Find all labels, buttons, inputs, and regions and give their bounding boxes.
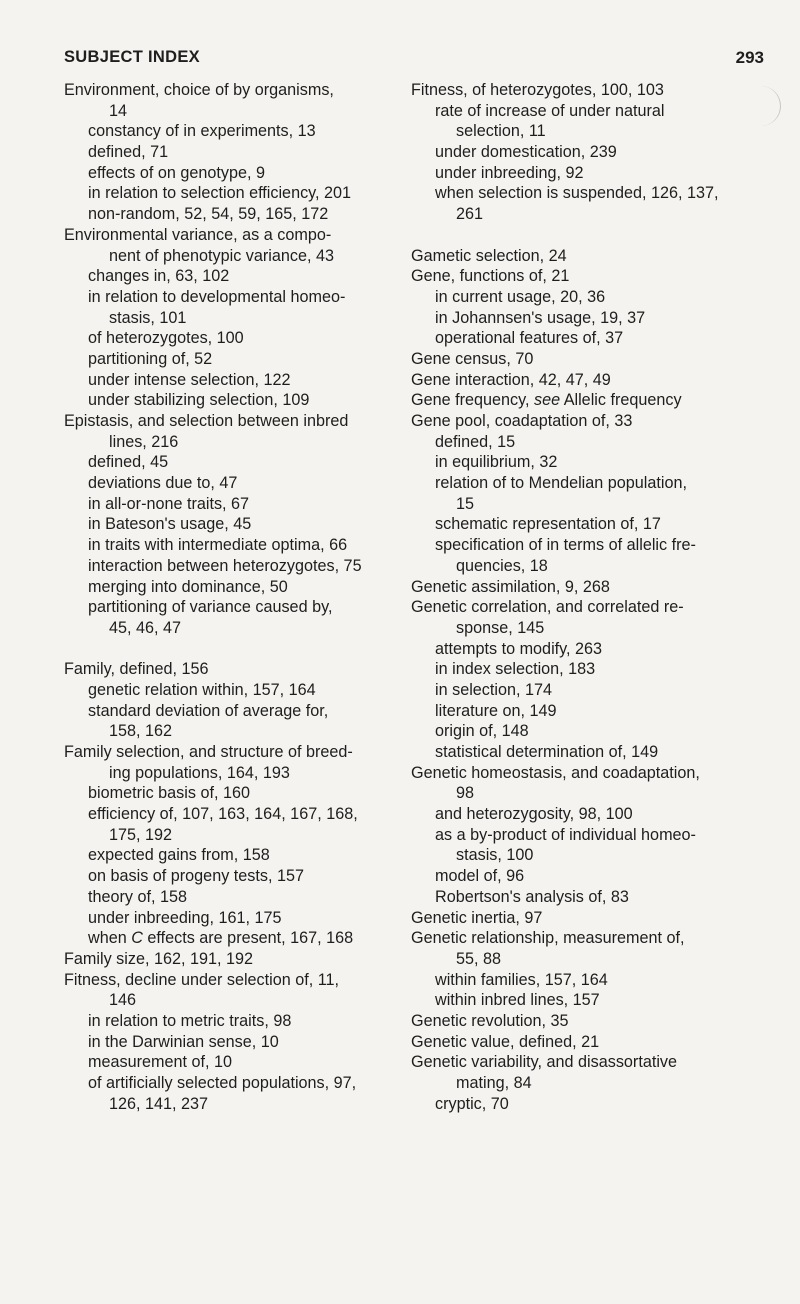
index-subentry: standard deviation of average for, [88,701,329,720]
index-continuation: stasis, 101 [109,308,187,327]
index-continuation: 158, 162 [109,722,173,741]
page-number: 293 [735,48,764,67]
index-subentry: in all-or-none traits, 67 [88,494,250,513]
index-subentry: merging into dominance, 50 [88,577,288,596]
index-column-left [64,80,394,1114]
index-continuation: 45, 46, 47 [109,618,182,637]
index-subentry: partitioning of variance caused by, [88,598,333,617]
index-continuation: 55, 88 [456,949,502,968]
index-subentry: in index selection, 183 [435,660,596,679]
index-entry: Fitness, of heterozygotes, 100, 103 [411,81,664,99]
index-entry: Genetic homeostasis, and coadaptation, [411,763,700,782]
index-subentry: as a by-product of individual homeo- [435,825,696,844]
index-subentry: defined, 71 [88,143,169,162]
index-entry: Gene pool, coadaptation of, 33 [411,412,633,430]
index-continuation: 98 [456,784,475,803]
index-subentry: in selection, 174 [435,680,552,699]
cross-reference-see: see [533,391,561,410]
index-entry: Gametic selection, 24 [411,246,567,265]
index-continuation: 14 [109,101,128,120]
index-subentry: attempts to modify, 263 [435,639,603,658]
index-continuation: selection, 11 [456,122,546,141]
index-subentry: literature on, 149 [435,701,557,720]
index-subentry: non-random, 52, 54, 59, 165, 172 [88,205,329,224]
index-entry: Genetic inertia, 97 [411,908,543,927]
index-entry: Family selection, and structure of breed- [64,743,353,761]
index-subentry: rate of increase of under natural [435,101,665,120]
index-subentry: in Johannsen's usage, 19, 37 [435,308,646,327]
index-entry: Environmental variance, as a compo- [64,225,332,244]
index-entry: Gene interaction, 42, 47, 49 [411,370,611,389]
index-subentry: in traits with intermediate optima, 66 [88,536,348,555]
index-subentry: Robertson's analysis of, 83 [435,887,629,906]
index-subentry: in Bateson's usage, 45 [88,515,252,534]
index-continuation: quencies, 18 [456,556,548,575]
index-subentry: when selection is suspended, 126, 137, [435,184,719,203]
index-entry: Family size, 162, 191, 192 [64,949,253,968]
index-entry: Gene, functions of, 21 [411,267,570,286]
index-entry: Genetic value, defined, 21 [411,1032,600,1051]
index-subentry: defined, 45 [88,453,169,472]
entry-spacer [411,225,767,246]
index-entry: Genetic correlation, and correlated re- [411,598,684,617]
index-entry: Genetic variability, and disassortative [411,1053,678,1072]
index-subentry: cryptic, 70 [435,1094,509,1113]
running-header-title: SUBJECT INDEX [64,48,200,66]
index-subentry: biometric basis of, 160 [88,784,250,803]
index-entry: Gene frequency, see Allelic frequency [411,391,682,410]
index-subentry: genetic relation within, 157, 164 [88,680,316,699]
index-subentry: under intense selection, 122 [88,370,291,389]
index-subentry: efficiency of, 107, 163, 164, 167, 168, [88,805,358,824]
index-continuation: 126, 141, 237 [109,1094,209,1113]
index-subentry: of artificially selected populations, 97, [88,1074,357,1092]
index-column-right [411,80,767,1114]
index-continuation: mating, 84 [456,1074,532,1092]
index-subentry: in current usage, 20, 36 [435,287,606,306]
index-subentry: in relation to metric traits, 98 [88,1011,292,1030]
index-subentry: interaction between heterozygotes, 75 [88,556,362,575]
index-subentry: within families, 157, 164 [435,970,608,989]
index-subentry: within inbred lines, 157 [435,991,600,1010]
index-subentry: model of, 96 [435,867,525,886]
index-subentry: operational features of, 37 [435,329,624,348]
index-continuation: 175, 192 [109,825,173,844]
index-subentry: schematic representation of, 17 [435,515,661,534]
index-entry: Genetic assimilation, 9, 268 [411,577,610,596]
index-entry: Environment, choice of by organisms, [64,81,334,99]
index-subentry: statistical determination of, 149 [435,743,659,761]
index-subentry: under inbreeding, 92 [435,163,584,182]
index-subentry: under inbreeding, 161, 175 [88,908,282,927]
index-subentry: constancy of in experiments, 13 [88,122,316,141]
index-subentry: partitioning of, 52 [88,349,213,368]
index-continuation: lines, 216 [109,432,179,451]
index-continuation: nent of phenotypic variance, 43 [109,246,334,265]
index-subentry: and heterozygosity, 98, 100 [435,805,633,824]
index-subentry: on basis of progeny tests, 157 [88,867,304,886]
index-subentry: of heterozygotes, 100 [88,329,244,348]
index-subentry: relation of to Mendelian population, [435,474,687,493]
index-subentry: defined, 15 [435,432,516,451]
index-subentry: under stabilizing selection, 109 [88,391,310,410]
index-entry: Genetic relationship, measurement of, [411,929,685,948]
index-subentry: changes in, 63, 102 [88,267,230,286]
index-subentry: origin of, 148 [435,722,529,741]
index-subentry: in relation to developmental homeo- [88,287,346,306]
index-continuation: sponse, 145 [456,618,545,637]
index-continuation: 15 [456,494,475,513]
index-subentry: when C effects are present, 167, 168 [88,929,354,948]
index-entry: Epistasis, and selection between inbred [64,412,349,430]
index-subentry: expected gains from, 158 [88,846,270,865]
index-continuation: 146 [109,991,137,1010]
index-subentry: specification of in terms of allelic fre- [435,536,696,555]
index-entry: Gene census, 70 [411,349,534,368]
symbol-c: C [131,929,143,948]
index-subentry: in the Darwinian sense, 10 [88,1032,279,1051]
index-continuation: ing populations, 164, 193 [109,763,290,782]
index-entry: Fitness, decline under selection of, 11, [64,970,340,989]
index-continuation: stasis, 100 [456,846,534,865]
index-subentry: measurement of, 10 [88,1053,232,1072]
index-subentry: in equilibrium, 32 [435,453,558,472]
index-entry: Family, defined, 156 [64,660,209,679]
index-entry: Genetic revolution, 35 [411,1011,569,1030]
index-subentry: under domestication, 239 [435,143,617,162]
index-subentry: in relation to selection efficiency, 201 [88,184,352,203]
index-continuation: 261 [456,205,484,224]
index-subentry: deviations due to, 47 [88,474,238,493]
index-subentry: effects of on genotype, 9 [88,163,265,182]
index-subentry: theory of, 158 [88,887,187,906]
entry-spacer [64,639,394,660]
